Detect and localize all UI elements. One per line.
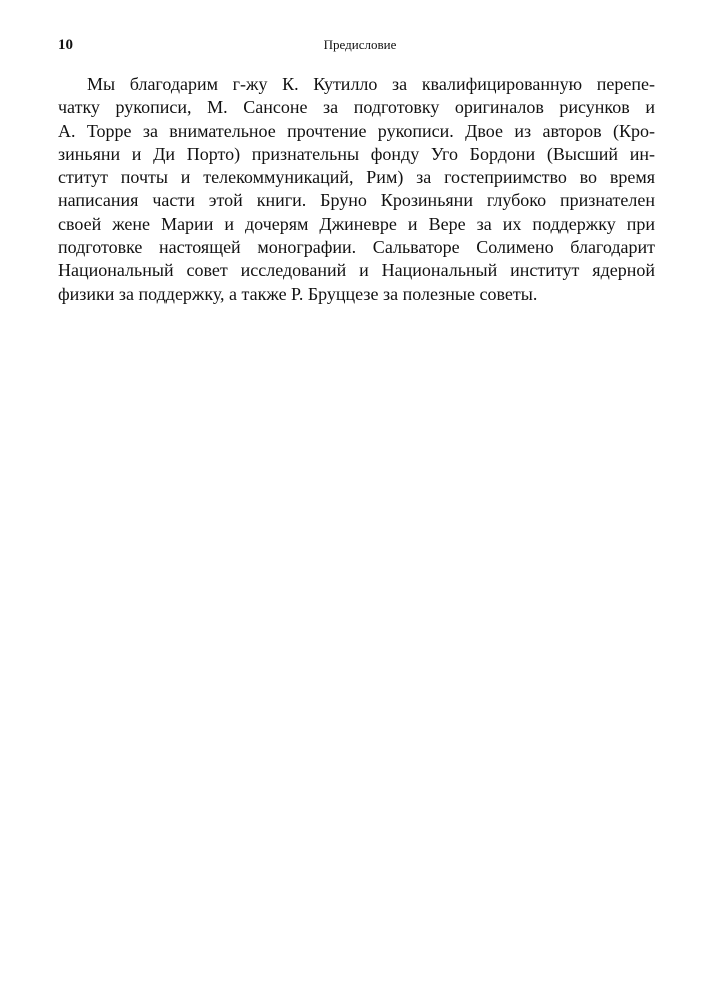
text-line: физики за поддержку, а также Р. Бруццезе за полезные советы. [58,283,538,304]
page-number: 10 [58,37,73,53]
text-line: Мы благодарим г-жу К. Кутилло за квалифицированную перепе- [87,74,655,94]
text-line: Национальный совет исследований и Национальный институт ядерной [58,260,655,281]
text-line: написания части этой книги. Бруно Крозиньяни глубоко признателен [58,190,655,211]
running-head: Предисловие [323,37,397,52]
text-line: зиньяни и Ди Порто) признательны фонду Уго Бордони (Высший ин- [58,143,655,164]
text-line: ститут почты и телекоммуникаций, Рим) за гостеприимство во время [58,167,655,188]
text-line: подготовке настоящей монографии. Сальваторе Солимено благодарит [58,237,655,258]
body-paragraph [58,73,655,306]
text-line: А. Торре за внимательное прочтение рукописи. Двое из авторов (Кро- [58,120,655,141]
text-line: чатку рукописи, М. Сансоне за подготовку оригиналов рисунков и [58,97,655,118]
text-line: своей жене Марии и дочерям Джиневре и Вере за их поддержку при [58,213,655,234]
